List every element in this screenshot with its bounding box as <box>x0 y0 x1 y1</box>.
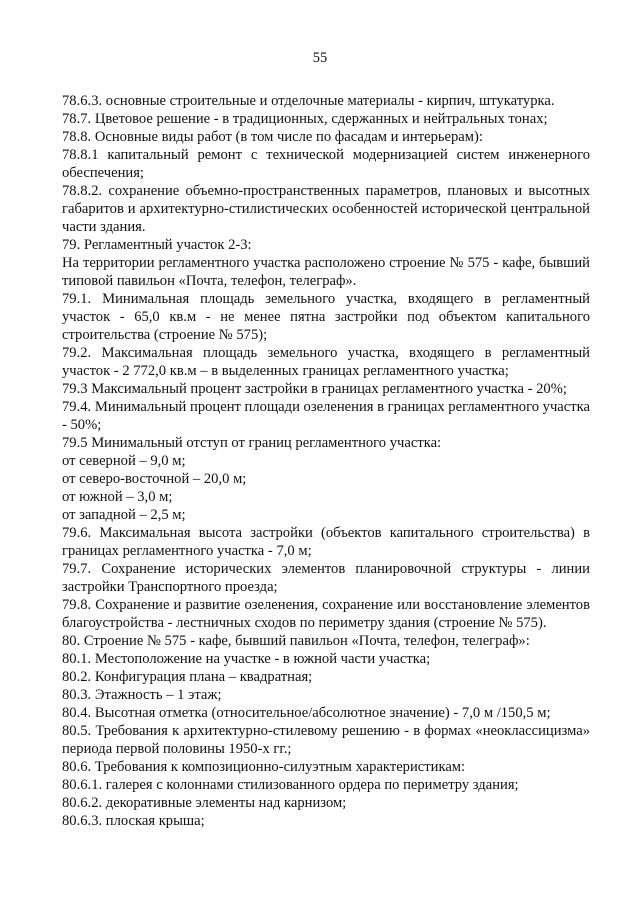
item-80-6-3: 80.6.3. плоская крыша; <box>62 813 205 829</box>
item-78-8: 78.8. Основные виды работ (в том числе по фасадам и интерьерам): <box>62 129 483 145</box>
item-80-5: 80.5. Требования к архитектурно-стилевому решению - в формах «неоклассицизма» периода первой половины 1950-х гг.; <box>62 723 590 757</box>
item-79-heading: 79. Регламентный участок 2-3: <box>62 237 252 253</box>
item-79-5: 79.5 Минимальный отступ от границ регламентного участка: <box>62 435 442 451</box>
item-79-6: 79.6. Максимальная высота застройки (объектов капитального строительства) в границах регламентного участка - 7,0 м; <box>62 525 590 559</box>
item-80-6-2: 80.6.2. декоративные элементы над карнизом; <box>62 795 347 811</box>
item-78-6-3: 78.6.3. основные строительные и отделочные материалы - кирпич, штукатурка. <box>62 93 555 109</box>
item-80-6: 80.6. Требования к композиционно-силуэтным характеристикам: <box>62 759 466 775</box>
document-body <box>62 92 590 830</box>
setback-north: от северной – 9,0 м; <box>62 453 186 469</box>
item-78-8-1: 78.8.1 капитальный ремонт с технической модернизацией систем инженерного обеспечения; <box>62 147 590 181</box>
item-80-6-1: 80.6.1. галерея с колоннами стилизованного ордера по периметру здания; <box>62 777 519 793</box>
setback-northeast: от северо-восточной – 20,0 м; <box>62 471 247 487</box>
setback-west: от западной – 2,5 м; <box>62 507 186 523</box>
item-79-3: 79.3 Максимальный процент застройки в границах регламентного участка - 20%; <box>62 381 567 397</box>
item-79-intro: На территории регламентного участка расположено строение № 575 - кафе, бывший типовой павильон «Почта, телефон, телеграф». <box>62 255 590 289</box>
item-79-4: 79.4. Минимальный процент площади озеленения в границах регламентного участка - 50%; <box>62 399 590 433</box>
item-79-2: 79.2. Максимальная площадь земельного участка, входящего в регламентный участок - 2 772,0 кв.м – в выделенных границах регламентного участка; <box>62 345 590 379</box>
item-78-8-2: 78.8.2. сохранение объемно-пространственных параметров, плановых и высотных габаритов и архитектурно-стилистических особенностей исторической центральной части здания. <box>62 183 590 235</box>
item-80-2: 80.2. Конфигурация плана – квадратная; <box>62 669 313 685</box>
item-80-4: 80.4. Высотная отметка (относительное/абсолютное значение) - 7,0 м /150,5 м; <box>62 705 551 721</box>
page-number: 55 <box>312 50 328 66</box>
item-79-8: 79.8. Сохранение и развитие озеленения, сохранение или восстановление элементов благоустройства - лестничных сходов по периметру здания (строение № 575). <box>62 597 590 631</box>
item-79-7: 79.7. Сохранение исторических элементов планировочной структуры - линии застройки Транспортного проезда; <box>62 561 590 595</box>
item-80-3: 80.3. Этажность – 1 этаж; <box>62 687 222 703</box>
item-80-heading: 80. Строение № 575 - кафе, бывший павильон «Почта, телефон, телеграф»: <box>62 633 530 649</box>
item-79-1: 79.1. Минимальная площадь земельного участка, входящего в регламентный участок - 65,0 кв.м - не менее пятна застройки под объектом капитального строительства (строение № 575); <box>62 291 590 343</box>
item-80-1: 80.1. Местоположение на участке - в южной части участка; <box>62 651 431 667</box>
setback-south: от южной – 3,0 м; <box>62 489 173 505</box>
item-78-7: 78.7. Цветовое решение - в традиционных, сдержанных и нейтральных тонах; <box>62 111 548 127</box>
